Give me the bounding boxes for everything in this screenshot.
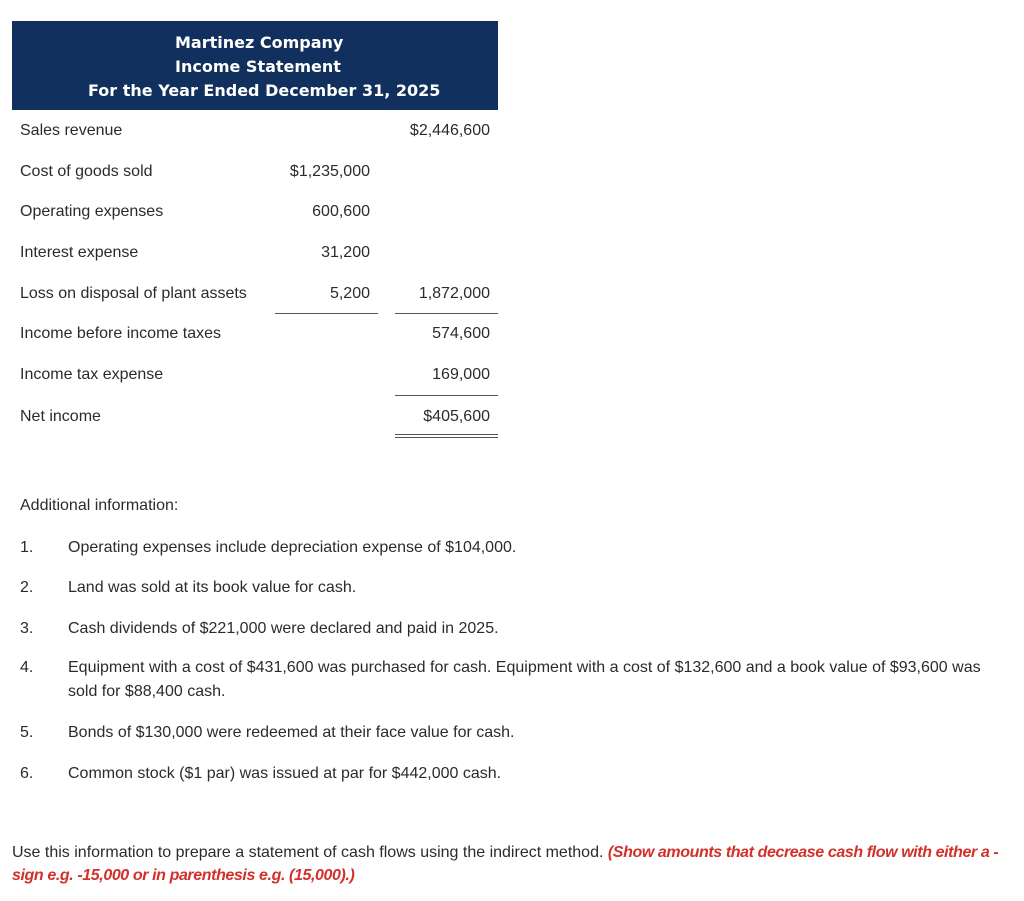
row-cost-of-goods-sold <box>0 160 500 184</box>
company-name: Martinez Company <box>175 33 344 52</box>
row-operating-expenses <box>0 200 500 224</box>
item-text: Bonds of $130,000 were redeemed at their face value for cash. <box>68 724 515 741</box>
row-total: 1,872,000 <box>418 285 490 302</box>
item-number: 5. <box>20 724 34 741</box>
net-income-double-rule <box>395 434 498 438</box>
row-total: 574,600 <box>432 325 490 342</box>
row-loss-on-disposal <box>0 282 500 306</box>
subtotal-rule-amounts <box>275 313 378 314</box>
row-income-before-taxes <box>0 322 500 346</box>
row-total: 169,000 <box>432 366 490 383</box>
statement-title: Income Statement <box>175 57 341 76</box>
item-number: 4. <box>20 659 34 676</box>
row-amount: 31,200 <box>321 244 370 261</box>
item-text: Cash dividends of $221,000 were declared and paid in 2025. <box>68 620 499 637</box>
additional-info-title: Additional information: <box>20 497 179 514</box>
statement-period: For the Year Ended December 31, 2025 <box>88 81 441 100</box>
row-label: Income before income taxes <box>20 325 221 342</box>
item-text: Land was sold at its book value for cash. <box>68 579 357 596</box>
item-number: 3. <box>20 620 34 637</box>
item-number: 1. <box>20 539 34 556</box>
row-interest-expense <box>0 241 500 265</box>
row-label: Operating expenses <box>20 203 164 220</box>
instruction-main: Use this information to prepare a statement of cash flows using the indirect method. <box>12 844 604 861</box>
row-income-tax-expense <box>0 363 500 387</box>
instruction-emphasis: (Show amounts that decrease cash flow with either a - sign e.g. -15,000 or in parenthesis e.g. (15,000).) <box>12 844 999 884</box>
row-amount: $1,235,000 <box>289 163 370 180</box>
row-label: Income tax expense <box>20 366 164 383</box>
statement-header <box>12 21 498 110</box>
row-label: Net income <box>20 408 101 425</box>
row-sales-revenue <box>0 119 500 143</box>
item-number: 2. <box>20 579 34 596</box>
subtotal-rule-totals <box>395 313 498 314</box>
row-label: Loss on disposal of plant assets <box>20 285 247 302</box>
row-label: Cost of goods sold <box>20 163 153 180</box>
item-number: 6. <box>20 765 34 782</box>
row-amount: 5,200 <box>329 285 370 302</box>
row-net-income <box>0 405 500 429</box>
row-total: $2,446,600 <box>409 122 490 139</box>
item-text: Operating expenses include depreciation expense of $104,000. <box>68 539 517 556</box>
tax-rule <box>395 395 498 396</box>
row-label: Interest expense <box>20 244 139 261</box>
row-amount: 600,600 <box>312 203 370 220</box>
item-text: Equipment with a cost of $431,600 was purchased for cash. Equipment with a cost of $132,600 and a book value of $93,600 was sold for $88,400 cash. <box>68 659 981 700</box>
item-text: Common stock ($1 par) was issued at par for $442,000 cash. <box>68 765 502 782</box>
row-total: $405,600 <box>423 408 490 425</box>
row-label: Sales revenue <box>20 122 123 139</box>
instruction-text <box>12 841 1012 887</box>
